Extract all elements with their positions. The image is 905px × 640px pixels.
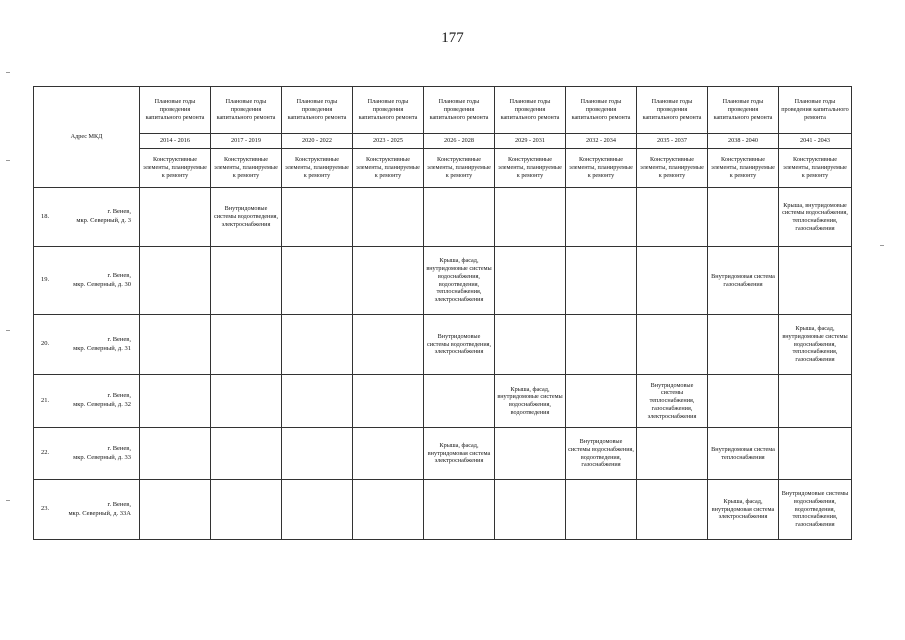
address-text <box>61 336 137 354</box>
repair-work-cell <box>495 428 566 480</box>
address-city: г. Венев, <box>107 208 131 216</box>
repair-work-cell <box>211 315 282 375</box>
repair-work-cell <box>566 188 637 247</box>
repair-work-cell <box>708 315 779 375</box>
row-number: 23. <box>41 505 50 513</box>
table-row <box>34 188 852 247</box>
row-number: 20. <box>41 340 50 348</box>
repair-work-cell <box>495 480 566 540</box>
period-years: 2041 - 2043 <box>779 134 852 149</box>
repair-work-cell <box>211 247 282 315</box>
repair-work-cell: Внутридомовая система теплоснабжения <box>708 428 779 480</box>
repair-work-cell <box>566 375 637 428</box>
address-text <box>61 208 137 226</box>
period-years: 2029 - 2031 <box>495 134 566 149</box>
elements-header-cell: Конструктивные элементы, планируемые к ремонту <box>211 149 282 188</box>
address-city: г. Венев, <box>107 335 131 343</box>
repair-work-cell <box>282 428 353 480</box>
period-years: 2020 - 2022 <box>282 134 353 149</box>
address-wrap <box>36 272 137 290</box>
table-row <box>34 428 852 480</box>
repair-work-cell <box>353 247 424 315</box>
repair-work-cell <box>353 428 424 480</box>
elements-header-cell: Конструктивные элементы, планируемые к ремонту <box>637 149 708 188</box>
elements-header-cell: Конструктивные элементы, планируемые к ремонту <box>566 149 637 188</box>
address-wrap <box>36 336 137 354</box>
repair-work-cell <box>424 375 495 428</box>
repair-work-cell <box>353 375 424 428</box>
repair-work-cell <box>282 480 353 540</box>
repair-work-cell <box>495 247 566 315</box>
page-number: 177 <box>441 30 464 46</box>
repair-work-cell <box>140 315 211 375</box>
table-row <box>34 375 852 428</box>
repair-work-cell <box>140 428 211 480</box>
repair-work-cell: Крыша, фасад, внутридомовые системы водоснабжения, водоотведения <box>495 375 566 428</box>
period-header-cell: Плановые годы проведения капитального ремонта <box>495 87 566 134</box>
period-years: 2017 - 2019 <box>211 134 282 149</box>
address-street: мкр. Северный, д. 32 <box>73 401 131 408</box>
period-header-cell: Плановые годы проведения капитального ремонта <box>211 87 282 134</box>
period-header-cell: Плановые годы проведения капитального ремонта <box>424 87 495 134</box>
elements-header-cell: Конструктивные элементы, планируемые к ремонту <box>424 149 495 188</box>
repair-work-cell <box>140 247 211 315</box>
repair-work-cell: Внутридомовые системы водоснабжения, водоотведения, теплоснабжения, газоснабжения <box>779 480 852 540</box>
repair-work-cell <box>566 247 637 315</box>
address-city: г. Венев, <box>107 444 131 452</box>
repair-work-cell <box>708 375 779 428</box>
period-header-cell: Плановые годы проведения капитального ремонта <box>708 87 779 134</box>
table-row <box>34 315 852 375</box>
address-cell <box>34 428 140 480</box>
period-years: 2032 - 2034 <box>566 134 637 149</box>
address-wrap <box>36 445 137 463</box>
repair-work-cell <box>779 375 852 428</box>
repair-work-cell <box>424 188 495 247</box>
address-header: Адрес МКД <box>34 87 140 188</box>
repair-work-cell <box>495 188 566 247</box>
table-row <box>34 480 852 540</box>
repair-work-cell <box>779 247 852 315</box>
margin-mark <box>6 500 10 501</box>
repair-work-cell <box>637 188 708 247</box>
row-number: 21. <box>41 396 50 404</box>
repair-work-cell <box>637 480 708 540</box>
address-text <box>61 445 137 463</box>
period-header-cell: Плановые годы проведения капитального ремонта <box>282 87 353 134</box>
period-header-cell: Плановые годы проведения капитального ремонта <box>140 87 211 134</box>
repair-work-cell <box>211 375 282 428</box>
repair-work-cell <box>566 315 637 375</box>
repair-work-cell <box>566 480 637 540</box>
margin-mark <box>880 245 884 246</box>
elements-header-cell: Конструктивные элементы, планируемые к ремонту <box>708 149 779 188</box>
address-cell <box>34 315 140 375</box>
repair-work-cell <box>495 315 566 375</box>
period-years: 2038 - 2040 <box>708 134 779 149</box>
repair-work-cell <box>282 247 353 315</box>
margin-mark <box>6 330 10 331</box>
repair-work-cell <box>140 480 211 540</box>
period-header-row <box>34 87 852 134</box>
repair-work-cell: Внутридомовая система газоснабжения <box>708 247 779 315</box>
repair-work-cell <box>282 315 353 375</box>
address-city: г. Венев, <box>107 271 131 279</box>
repair-work-cell: Крыша, фасад, внутридомовая система электроснабжения <box>708 480 779 540</box>
period-years: 2014 - 2016 <box>140 134 211 149</box>
address-text <box>61 392 137 410</box>
repair-work-cell: Внутридомовые системы водоснабжения, водоотведения, газоснабжения <box>566 428 637 480</box>
address-cell <box>34 480 140 540</box>
address-cell <box>34 247 140 315</box>
margin-mark <box>6 160 10 161</box>
address-text <box>61 501 137 519</box>
repair-work-cell <box>708 188 779 247</box>
repair-work-cell <box>211 480 282 540</box>
address-street: мкр. Северный, д. 31 <box>73 344 131 352</box>
row-number: 18. <box>41 212 50 220</box>
repair-work-cell <box>637 247 708 315</box>
repair-work-cell <box>637 315 708 375</box>
repair-work-cell <box>353 480 424 540</box>
period-header-cell: Плановые годы проведения капитального ремонта <box>637 87 708 134</box>
elements-header-cell: Конструктивные элементы, планируемые к ремонту <box>140 149 211 188</box>
repair-work-cell <box>282 188 353 247</box>
repair-work-cell <box>637 428 708 480</box>
elements-header-cell: Конструктивные элементы, планируемые к ремонту <box>779 149 852 188</box>
repair-work-cell: Крыша, внутридомовые системы водоснабжения, теплоснабжения, газоснабжения <box>779 188 852 247</box>
margin-mark <box>6 72 10 73</box>
years-row <box>34 134 852 149</box>
repair-work-cell: Крыша, фасад, внутридомовые системы водоснабжения, водоотведения, теплоснабжения, электроснабжения <box>424 247 495 315</box>
repair-plan-table <box>33 86 852 540</box>
repair-work-cell <box>211 428 282 480</box>
address-city: г. Венев, <box>107 392 131 400</box>
address-text <box>61 272 137 290</box>
elements-header-cell: Конструктивные элементы, планируемые к ремонту <box>495 149 566 188</box>
repair-work-cell <box>140 375 211 428</box>
repair-work-cell: Внутридомовые системы водоотведения, электроснабжения <box>211 188 282 247</box>
elements-header-cell: Конструктивные элементы, планируемые к ремонту <box>282 149 353 188</box>
period-years: 2026 - 2028 <box>424 134 495 149</box>
repair-work-cell: Крыша, фасад, внутридомовые системы водоснабжения, теплоснабжения, газоснабжения <box>779 315 852 375</box>
table-row <box>34 247 852 315</box>
address-cell <box>34 188 140 247</box>
address-wrap <box>36 208 137 226</box>
address-street: мкр. Северный, д. 30 <box>73 280 131 288</box>
repair-work-cell: Внутридомовые системы теплоснабжения, газоснабжения, электроснабжения <box>637 375 708 428</box>
elements-header-cell: Конструктивные элементы, планируемые к ремонту <box>353 149 424 188</box>
row-number: 19. <box>41 276 50 284</box>
period-years: 2023 - 2025 <box>353 134 424 149</box>
period-header-cell: Плановые годы проведения капитального ремонта <box>779 87 852 134</box>
repair-work-cell <box>779 428 852 480</box>
address-cell <box>34 375 140 428</box>
repair-work-cell <box>353 188 424 247</box>
period-header-cell: Плановые годы проведения капитального ремонта <box>353 87 424 134</box>
repair-work-cell: Крыша, фасад, внутридомовая система электроснабжения <box>424 428 495 480</box>
address-wrap <box>36 501 137 519</box>
repair-work-cell <box>282 375 353 428</box>
period-header-cell: Плановые годы проведения капитального ремонта <box>566 87 637 134</box>
address-street: мкр. Северный, д. 33 <box>73 453 131 461</box>
elements-header-row <box>34 149 852 188</box>
repair-work-cell <box>353 315 424 375</box>
address-street: мкр. Северный, д. 33А <box>68 509 131 517</box>
row-number: 22. <box>41 449 50 457</box>
address-city: г. Венев, <box>107 500 131 508</box>
repair-work-cell <box>424 480 495 540</box>
repair-work-cell <box>140 188 211 247</box>
address-street: мкр. Северный, д. 3 <box>76 217 131 224</box>
repair-work-cell: Внутридомовые системы водоотведения, электроснабжения <box>424 315 495 375</box>
address-wrap <box>36 392 137 410</box>
period-years: 2035 - 2037 <box>637 134 708 149</box>
